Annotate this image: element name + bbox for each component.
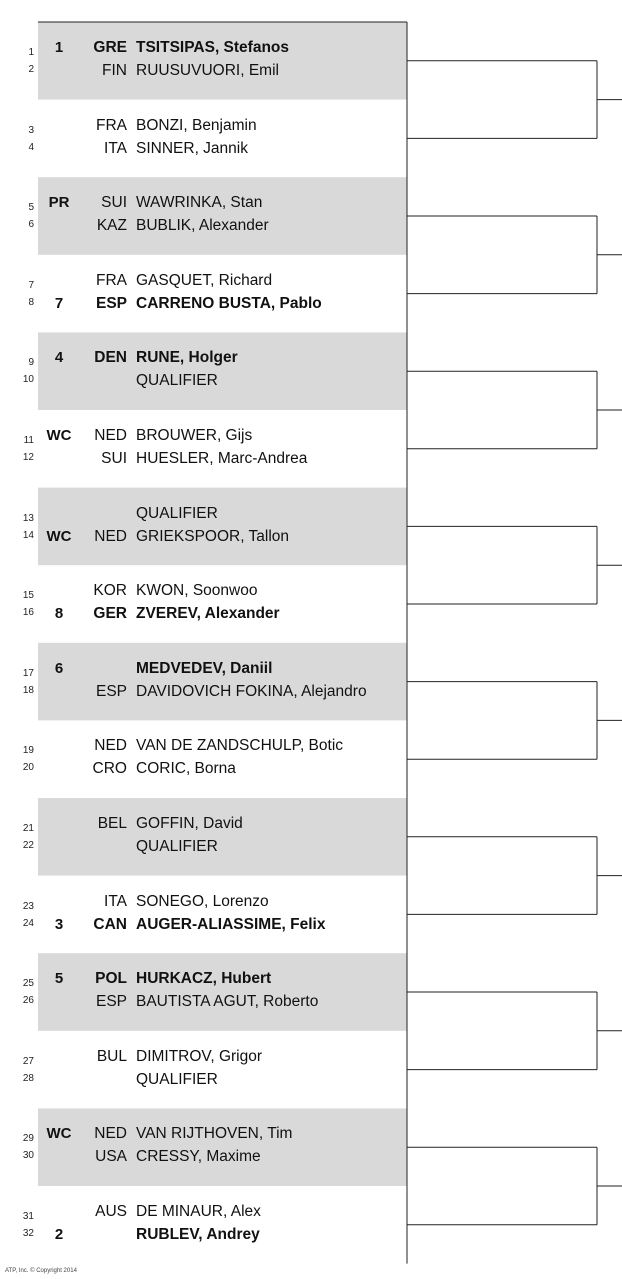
draw-position: 8 xyxy=(28,296,34,308)
draw-position: 6 xyxy=(28,219,34,231)
nationality-code: SUI xyxy=(101,194,127,212)
player-name: DIMITROV, Grigor xyxy=(136,1047,263,1065)
player-name: DE MINAUR, Alex xyxy=(136,1203,261,1220)
nationality-code: ITA xyxy=(104,892,127,910)
draw-position: 24 xyxy=(22,917,34,929)
draw-position: 32 xyxy=(22,1228,34,1239)
seed-label: 2 xyxy=(54,1226,64,1243)
nationality-code: FRA xyxy=(96,271,127,289)
draw-position: 2 xyxy=(28,64,34,75)
seed-label: WC xyxy=(46,427,72,444)
shaded-band xyxy=(38,488,407,566)
player-name: KWON, Soonwoo xyxy=(136,582,258,600)
player-name: CRESSY, Maxime xyxy=(136,1148,261,1166)
draw-position: 28 xyxy=(22,1072,34,1084)
shaded-band xyxy=(38,1108,407,1186)
seed-label: 7 xyxy=(54,294,64,312)
player-name: WAWRINKA, Stan xyxy=(136,194,263,212)
draw-position: 15 xyxy=(22,590,34,602)
nationality-code: CAN xyxy=(93,915,127,933)
draw-position: 1 xyxy=(28,47,34,58)
seed-label: PR xyxy=(48,194,70,212)
shaded-band xyxy=(38,798,407,876)
nationality-code: ITA xyxy=(104,139,127,157)
nationality-code: NED xyxy=(94,427,127,444)
nationality-code: ESP xyxy=(95,993,127,1011)
player-name: CORIC, Borna xyxy=(136,760,236,778)
shaded-band xyxy=(38,953,407,1031)
draw-position: 19 xyxy=(22,745,34,757)
nationality-code: GER xyxy=(93,605,127,623)
seed-label: 3 xyxy=(54,915,64,933)
player-name: QUALIFIER xyxy=(136,838,218,855)
nationality-code: NED xyxy=(94,737,127,755)
nationality-code: SUI xyxy=(101,450,127,467)
player-name: GASQUET, Richard xyxy=(136,271,273,289)
player-name: QUALIFIER xyxy=(136,504,218,522)
player-name: RUNE, Holger xyxy=(136,349,238,367)
nationality-code: BUL xyxy=(96,1047,127,1065)
seed-label: 1 xyxy=(54,39,64,56)
draw-position: 4 xyxy=(28,141,34,153)
shaded-band xyxy=(38,332,407,410)
player-name: VAN RIJTHOVEN, Tim xyxy=(136,1125,293,1143)
draw-position: 23 xyxy=(22,900,34,912)
player-name: GOFFIN, David xyxy=(136,815,243,832)
player-name: TSITSIPAS, Stefanos xyxy=(136,39,290,56)
seed-label: 6 xyxy=(54,659,64,677)
player-name: BUBLIK, Alexander xyxy=(136,217,269,235)
player-name: AUGER-ALIASSIME, Felix xyxy=(136,915,326,933)
player-name: SONEGO, Lorenzo xyxy=(136,892,269,910)
draw-position: 31 xyxy=(22,1211,34,1222)
draw-position: 22 xyxy=(22,840,34,851)
nationality-code: BEL xyxy=(97,815,127,832)
draw-position: 29 xyxy=(22,1133,34,1145)
shaded-band xyxy=(38,643,407,721)
player-name: SINNER, Jannik xyxy=(136,139,248,157)
nationality-code: CRO xyxy=(92,760,127,778)
nationality-code: AUS xyxy=(95,1203,127,1220)
copyright-footer: ATP, Inc. © Copyright 2014 xyxy=(5,1268,77,1274)
draw-position: 14 xyxy=(22,529,34,541)
player-name: DAVIDOVICH FOKINA, Alejandro xyxy=(136,682,367,700)
player-name: HUESLER, Marc-Andrea xyxy=(136,450,308,467)
draw-position: 17 xyxy=(22,667,34,679)
seed-label: 4 xyxy=(54,349,64,367)
nationality-code: FRA xyxy=(96,116,127,134)
player-name: MEDVEDEV, Daniil xyxy=(136,659,273,677)
nationality-code: GRE xyxy=(93,39,127,56)
nationality-code: ESP xyxy=(95,682,127,700)
player-name: CARRENO BUSTA, Pablo xyxy=(136,294,322,312)
player-name: QUALIFIER xyxy=(136,372,218,390)
draw-position: 18 xyxy=(22,684,34,696)
player-name: BAUTISTA AGUT, Roberto xyxy=(136,993,319,1011)
player-name: HURKACZ, Hubert xyxy=(136,970,272,988)
draw-position: 21 xyxy=(22,823,34,834)
player-name: GRIEKSPOOR, Tallon xyxy=(136,527,290,545)
shaded-band xyxy=(38,22,407,100)
draw-position: 20 xyxy=(22,762,34,774)
draw-position: 9 xyxy=(28,357,34,369)
draw-position: 7 xyxy=(28,279,34,291)
player-name: RUUSUVUORI, Emil xyxy=(136,62,279,79)
seed-label: WC xyxy=(46,1125,72,1143)
seed-label: WC xyxy=(46,527,72,545)
shaded-band xyxy=(38,177,407,255)
nationality-code: POL xyxy=(95,970,127,988)
nationality-code: ESP xyxy=(95,294,127,312)
draw-position: 5 xyxy=(28,202,34,214)
player-name: VAN DE ZANDSCHULP, Botic xyxy=(136,737,344,755)
nationality-code: KAZ xyxy=(96,217,127,235)
player-name: ZVEREV, Alexander xyxy=(136,605,280,623)
draw-position: 26 xyxy=(22,995,34,1007)
player-name: BROUWER, Gijs xyxy=(136,427,253,444)
nationality-code: NED xyxy=(94,1125,127,1143)
draw-position: 12 xyxy=(22,452,34,463)
player-name: QUALIFIER xyxy=(136,1070,218,1088)
seed-label: 5 xyxy=(54,970,64,988)
nationality-code: KOR xyxy=(93,582,127,600)
nationality-code: NED xyxy=(94,527,127,545)
draw-position: 25 xyxy=(22,978,34,990)
draw-position: 3 xyxy=(28,124,34,136)
draw-position: 11 xyxy=(23,435,34,446)
draw-position: 10 xyxy=(22,374,34,386)
player-name: RUBLEV, Andrey xyxy=(136,1226,260,1243)
nationality-code: FIN xyxy=(102,62,127,79)
seed-label: 8 xyxy=(54,605,64,623)
draw-position: 27 xyxy=(22,1055,34,1067)
draw-position: 13 xyxy=(22,512,34,524)
nationality-code: DEN xyxy=(94,349,127,367)
nationality-code: USA xyxy=(95,1148,127,1166)
player-name: BONZI, Benjamin xyxy=(136,116,257,134)
draw-position: 30 xyxy=(22,1150,34,1162)
draw-position: 16 xyxy=(22,607,34,619)
